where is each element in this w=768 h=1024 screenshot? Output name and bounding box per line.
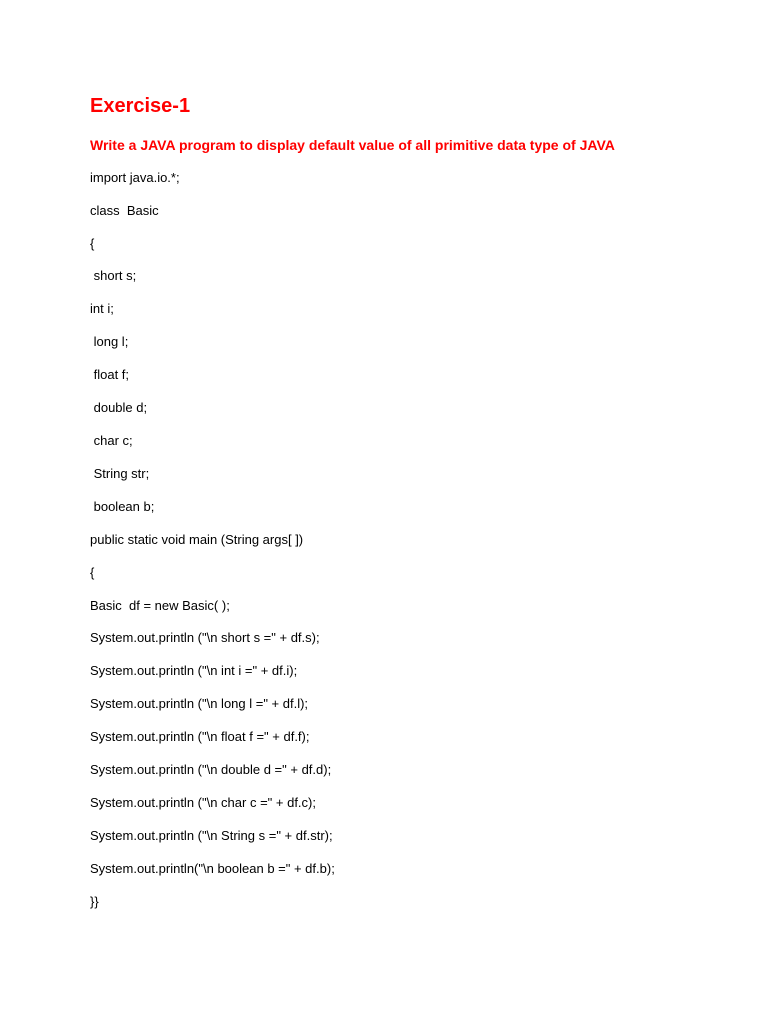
code-line: long l; xyxy=(90,334,129,349)
code-line: double d; xyxy=(90,400,148,415)
exercise-title: Exercise-1 xyxy=(90,95,191,117)
code-line: int i; xyxy=(90,301,114,316)
code-line: System.out.println ("\n char c =" + df.c); xyxy=(90,795,316,810)
code-line: short s; xyxy=(90,268,137,283)
code-line: String str; xyxy=(90,466,150,481)
code-line: System.out.println ("\n double d =" + df.d); xyxy=(90,762,332,777)
code-line: System.out.println ("\n short s =" + df.s); xyxy=(90,630,320,645)
code-line: System.out.println ("\n String s =" + df.str); xyxy=(90,828,333,843)
code-line: { xyxy=(90,236,95,251)
code-line: { xyxy=(90,565,95,580)
code-line: float f; xyxy=(90,367,130,382)
code-line: Basic df = new Basic( ); xyxy=(90,598,230,613)
code-line: import java.io.*; xyxy=(90,170,180,185)
code-line: System.out.println ("\n float f =" + df.f); xyxy=(90,729,310,744)
code-line: class Basic xyxy=(90,203,159,218)
code-line: public static void main (String args[ ]) xyxy=(90,532,304,547)
code-line: char c; xyxy=(90,433,133,448)
code-line: }} xyxy=(90,894,99,909)
code-line: boolean b; xyxy=(90,499,155,514)
code-line: System.out.println ("\n int i =" + df.i); xyxy=(90,663,298,678)
code-line: System.out.println("\n boolean b =" + df.b); xyxy=(90,861,335,876)
exercise-question: Write a JAVA program to display default value of all primitive data type of JAVA xyxy=(90,137,615,153)
code-line: System.out.println ("\n long l =" + df.l); xyxy=(90,696,309,711)
